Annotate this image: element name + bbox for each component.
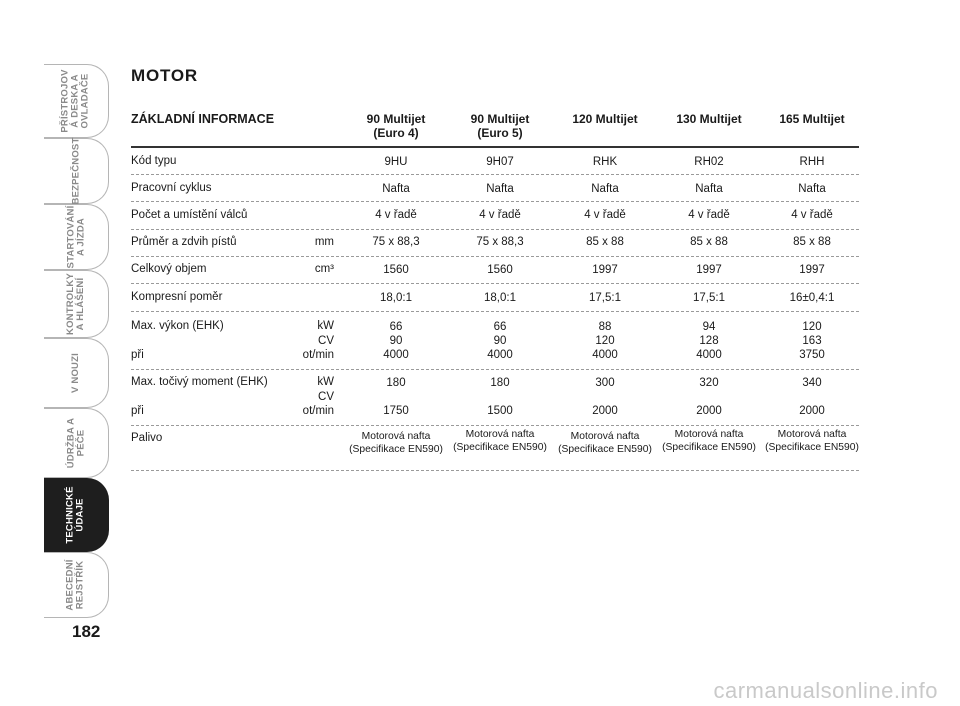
table-cell: 320 2000 [696,377,722,417]
table-cell: Motorová nafta (Specifikace EN590) [765,429,859,453]
page-title: MOTOR [131,66,198,85]
row-divider [131,470,859,471]
row-unit: kW CV ot/min [302,320,334,361]
table-cell: 94 128 4000 [696,321,722,361]
table-cell: 180 1750 [383,377,409,417]
row-label-max-tocivy-moment: Max. točivý moment (EHK) při [131,376,268,417]
table-cell: 75 x 88,3 [372,236,420,248]
table-cell: 300 2000 [592,377,618,417]
row-label-kompresni-pomer: Kompresní poměr [131,291,223,303]
row-divider [131,256,859,257]
table-cell: 88 120 4000 [592,321,618,361]
table-cell: 9H07 [486,156,514,168]
table-cell: 120 163 3750 [799,321,825,361]
row-unit: mm [314,236,334,248]
table-cell: 17,5:1 [589,292,621,304]
tab-label: STARTOVÁNÍ A JÍZDA [65,205,86,269]
tab-technicke-udaje[interactable] [44,478,109,552]
tab-label: TECHNICKÉ ÚDAJE [65,486,86,544]
tab-label: ÚDRŽBA A PÉČE [64,417,86,469]
table-cell: Motorová nafta (Specifikace EN590) [349,431,443,455]
table-cell: Nafta [798,183,826,195]
table-cell: 4 v řadě [688,209,730,221]
table-cell: RHK [592,156,618,168]
table-cell: 66 90 4000 [383,321,409,361]
row-divider [131,174,859,175]
table-cell: RHH [799,156,825,168]
table-cell: Motorová nafta (Specifikace EN590) [662,429,756,453]
row-label-kod-typu: Kód typu [131,155,177,167]
row-label-prumer-zdvih: Průměr a zdvih pístů [131,236,237,248]
header-divider [131,146,859,148]
table-cell: RH02 [694,156,724,168]
tab-label: V NOUZI [70,353,81,393]
tab-abecedni-rejstrik[interactable] [44,552,109,618]
table-cell: 1997 [799,264,825,276]
table-cell: 75 x 88,3 [476,236,524,248]
table-cell: Nafta [695,183,723,195]
tab-v-nouzi[interactable] [44,338,109,408]
row-divider [131,425,859,426]
row-label-palivo: Palivo [131,432,163,444]
table-cell: Nafta [486,183,514,195]
table-cell: Motorová nafta (Specifikace EN590) [453,429,547,453]
table-cell: 4 v řadě [584,209,626,221]
tab-bezpecnost[interactable] [44,138,109,204]
row-divider [131,311,859,312]
row-unit: cm³ [314,263,334,275]
row-label-celkovy-objem: Celkový objem [131,263,207,275]
table-cell: 1997 [696,264,722,276]
tab-label: ABECEDNÍ REJSTŘÍK [65,559,86,611]
table-cell: 66 90 4000 [487,321,513,361]
tab-label: PŘÍSTROJOV Á DESKA A OVLADAČE [60,69,91,133]
table-cell: 180 1500 [487,377,513,417]
table-cell: 18,0:1 [380,292,412,304]
tab-kontrolky[interactable] [44,270,109,338]
column-header: 130 Multijet [676,112,742,126]
row-unit: kW CV ot/min [302,376,334,417]
table-header-label: ZÁKLADNÍ INFORMACE [131,112,275,126]
tab-label: KONTROLKY A HLÁŠENÍ [65,273,86,335]
column-header: 120 Multijet [572,112,638,126]
table-cell: 9HU [384,156,408,168]
table-cell: 85 x 88 [586,236,624,248]
table-cell: 85 x 88 [690,236,728,248]
page-number: 182 [72,622,101,641]
tab-udrzba[interactable] [44,408,109,478]
column-header: 90 Multijet (Euro 5) [470,112,530,140]
tab-startovani[interactable] [44,204,109,270]
table-cell: 17,5:1 [693,292,725,304]
table-cell: Motorová nafta (Specifikace EN590) [558,431,652,455]
tab-pristrojova-deska[interactable] [44,64,109,138]
row-divider [131,229,859,230]
row-label-max-vykon: Max. výkon (EHK) při [131,320,224,361]
column-header: 165 Multijet [779,112,845,126]
table-cell: 4 v řadě [375,209,417,221]
table-cell: 340 2000 [799,377,825,417]
row-divider [131,283,859,284]
table-cell: 85 x 88 [793,236,831,248]
table-cell: 1560 [383,264,409,276]
table-cell: Nafta [382,183,410,195]
table-cell: 16±0,4:1 [789,292,835,304]
watermark-text: carmanualsonline.info [713,678,938,703]
table-cell: Nafta [591,183,619,195]
row-label-pocet-valcu: Počet a umístění válců [131,209,248,221]
column-header: 90 Multijet (Euro 4) [366,112,426,140]
row-label-pracovni-cyklus: Pracovní cyklus [131,182,212,194]
table-cell: 1560 [487,264,513,276]
table-cell: 1997 [592,264,618,276]
row-divider [131,201,859,202]
table-cell: 4 v řadě [479,209,521,221]
table-cell: 18,0:1 [484,292,516,304]
row-divider [131,369,859,370]
table-cell: 4 v řadě [791,209,833,221]
tab-label: BEZPEČNOST [70,137,81,205]
